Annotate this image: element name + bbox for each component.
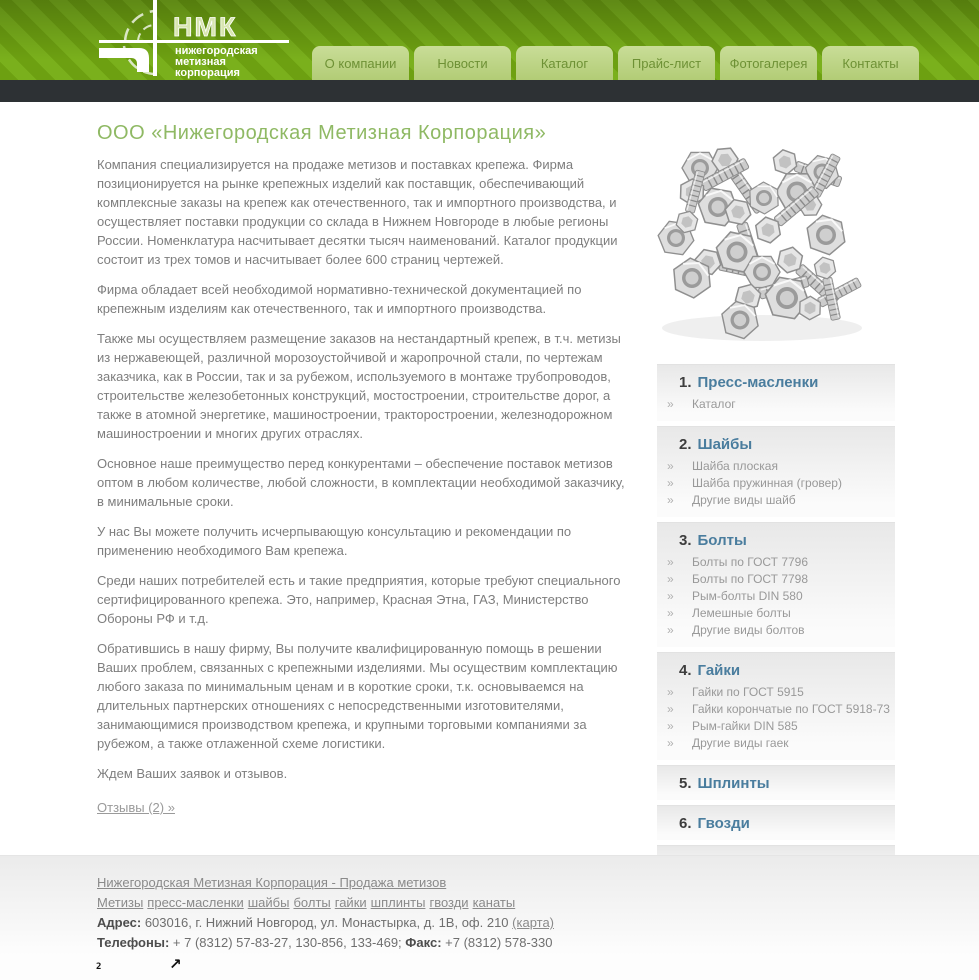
sidebar-item-shplinty (657, 765, 895, 800)
catalog-menu (657, 364, 895, 920)
menu-link-bolty[interactable]: Болты (697, 532, 747, 549)
address-label: Адрес: (97, 915, 142, 930)
nav-tab-catalog[interactable]: Каталог (516, 46, 613, 80)
menu-sub-item[interactable]: » Болты по ГОСТ 7796 (667, 555, 809, 569)
footer-phones (97, 934, 979, 951)
header (0, 0, 979, 80)
sidebar-item-gayki (657, 652, 895, 760)
footer-keywords (97, 894, 979, 911)
arrow-bullet-icon: » (667, 493, 674, 507)
phones-value: + 7 (8312) 57-83-27, 130-856, 133-469; (172, 935, 402, 950)
menu-sub-item[interactable]: » Каталог (667, 397, 736, 411)
menu-sub-item[interactable]: » Болты по ГОСТ 7798 (667, 572, 809, 586)
menu-sub-item[interactable]: » Лемешные болты (667, 606, 791, 620)
footer-keyword-link[interactable]: болты (293, 895, 331, 910)
footer-keyword-link[interactable]: гвозди (429, 895, 469, 910)
menu-sub-item[interactable]: » Гайки по ГОСТ 5915 (667, 685, 804, 699)
paragraph: Фирма обладает всей необходимой нормативно-технической документацией по крепежным изделиям как отечественного, так и импортного производства. (97, 282, 582, 316)
menu-sub-item[interactable]: » Шайба пружинная (гровер) (667, 476, 842, 490)
footer-keyword-link[interactable]: шплинты (370, 895, 426, 910)
arrow-bullet-icon: » (667, 606, 674, 620)
menu-number: 3. (679, 532, 692, 549)
menu-link-shplinty[interactable]: Шплинты (697, 775, 770, 792)
footer-keyword-link[interactable]: канаты (472, 895, 516, 910)
address-value: 603016, г. Нижний Новгород, ул. Монастырка, д. 1В, оф. 210 (144, 915, 509, 930)
header-dark-bar (0, 80, 979, 102)
fax-label: Факс: (405, 935, 442, 950)
menu-link-gayki[interactable]: Гайки (697, 662, 741, 679)
menu-number: 4. (679, 662, 692, 679)
arrow-bullet-icon: » (667, 623, 674, 637)
arrow-bullet-icon: » (667, 685, 674, 699)
footer-keyword-link[interactable]: шайбы (247, 895, 290, 910)
nav-tab-pricelist[interactable]: Прайс-лист (618, 46, 715, 80)
main-nav (312, 46, 919, 80)
phones-label: Телефоны: (97, 935, 170, 950)
paragraph: У нас Вы можете получить исчерпывающую консультацию и рекомендации по применению необходимого Вам крепежа. (97, 524, 572, 558)
svg-text:НМК: НМК (173, 12, 238, 42)
logo-line2: метизная (175, 56, 226, 68)
nav-tab-contacts[interactable]: Контакты (822, 46, 919, 80)
footer-keyword-link[interactable]: Метизы (97, 895, 144, 910)
sidebar-item-shayby (657, 426, 895, 517)
menu-sub-item[interactable]: » Другие виды гаек (667, 736, 789, 750)
page-title: ООО «Нижегородская Метизная Корпорация» (97, 122, 547, 144)
nav-tab-news[interactable]: Новости (414, 46, 511, 80)
sidebar-item-gvozdi (657, 805, 895, 840)
sidebar-item-press-maslenki (657, 364, 895, 421)
arrow-bullet-icon: » (667, 702, 674, 716)
reviews-link[interactable]: Отзывы (2) » (97, 800, 175, 815)
company-logo[interactable] (85, 0, 305, 80)
arrow-bullet-icon: » (667, 459, 674, 473)
menu-sub-item[interactable]: » Рым-болты DIN 580 (667, 589, 803, 603)
paragraph: Также мы осуществляем размещение заказов на нестандартный крепеж, в т.ч. метизы из нержавеющей, различной морозоустойчивой и жаропрочной стали, по чертежам заказчика, как в России, так и за рубежом, используемого в монтаже трубопроводов, строительстве железобетонных конструкций, мостостроении, строительстве дорог, а также в атомной энергетике, машиностроении, тракторостроении, железнодорожном машиностроении и многих других отраслях. (97, 331, 621, 441)
sidebar (640, 110, 896, 925)
footer-keyword-link[interactable]: гайки (334, 895, 367, 910)
nav-tab-about[interactable]: О компании (312, 46, 409, 80)
paragraph: Ждем Ваших заявок и отзывов. (97, 766, 288, 781)
menu-sub-item[interactable]: » Шайба плоская (667, 459, 778, 473)
arrow-bullet-icon: » (667, 719, 674, 733)
arrow-bullet-icon: » (667, 476, 674, 490)
menu-sub-item[interactable]: » Другие виды шайб (667, 493, 796, 507)
external-link-arrow-icon[interactable]: ↗ (169, 956, 182, 973)
menu-link-gvozdi[interactable]: Гвозди (697, 815, 750, 832)
logo-line3: корпорация (175, 67, 240, 79)
footer-address (97, 914, 979, 931)
menu-number: 1. (679, 374, 692, 391)
logo-graphic (85, 0, 305, 80)
paragraph: Среди наших потребителей есть и такие предприятия, которые требуют специального сертифицированного крепежа. Это, например, Красная Этна, ГАЗ, Министерство Обороны РФ и т.д. (97, 573, 621, 626)
map-link[interactable]: (карта) (512, 915, 554, 930)
arrow-bullet-icon: » (667, 572, 674, 586)
menu-sub-item[interactable]: » Гайки корончатые по ГОСТ 5918-73 (667, 702, 890, 716)
arrow-bullet-icon: » (667, 555, 674, 569)
logo-line1: нижегородская (175, 45, 258, 57)
menu-number: 6. (679, 815, 692, 832)
counter-glyph: 2 (96, 962, 102, 972)
paragraph: Компания специализируется на продаже метизов и поставках крепежа. Фирма позиционируется на рынке крепежных изделий как поставщик, обеспечивающий комплексные заказы на крепеж как отечественного, так и импортного производства, и осуществляет поставки продукции со склада в Нижнем Новгороде в любые регионы России. Номенклатура насчитывает десятки тысяч наименований. Каталог продукции состоит из трех томов и насчитывает более 600 страниц чертежей. (97, 157, 618, 267)
arrow-bullet-icon: » (667, 589, 674, 603)
paragraph: Обратившись в нашу фирму, Вы получите квалифицированную помощь в решении Ваших проблем, связанных с крепежными изделиями. Мы осуществим комплектацию любого заказа по минимальным ценам и в короткие сроки, т.к. основываемся на длительных партнерских отношениях с непосредственными изготовителями, занимающимися производством крепежа, и крупными торговыми компаниями за рубежом, а также отлаженной схеме логистики. (97, 641, 618, 751)
menu-sub-item[interactable]: » Другие виды болтов (667, 623, 805, 637)
menu-number: 2. (679, 436, 692, 453)
footer-keyword-link[interactable]: пресс-масленки (147, 895, 244, 910)
footer-company-link[interactable]: Нижегородская Метизная Корпорация - Продажа метизов (97, 875, 447, 890)
menu-sub-item[interactable]: » Рым-гайки DIN 585 (667, 719, 798, 733)
menu-number: 5. (679, 775, 692, 792)
paragraph: Основное наше преимущество перед конкурентами – обеспечение поставок метизов оптом в любом количестве, любой сложности, в комплектации необходимой заказчику, в минимальные сроки. (97, 456, 625, 509)
fasteners-photo (640, 110, 890, 360)
menu-link-press-maslenki[interactable]: Пресс-масленки (697, 374, 819, 391)
arrow-bullet-icon: » (667, 736, 674, 750)
menu-link-shayby[interactable]: Шайбы (697, 436, 753, 453)
arrow-bullet-icon: » (667, 397, 674, 411)
footer (0, 855, 979, 980)
nav-tab-photogallery[interactable]: Фотогалерея (720, 46, 817, 80)
fax-value: +7 (8312) 578-330 (445, 935, 553, 950)
main-content (97, 112, 627, 817)
sidebar-item-bolty (657, 522, 895, 647)
